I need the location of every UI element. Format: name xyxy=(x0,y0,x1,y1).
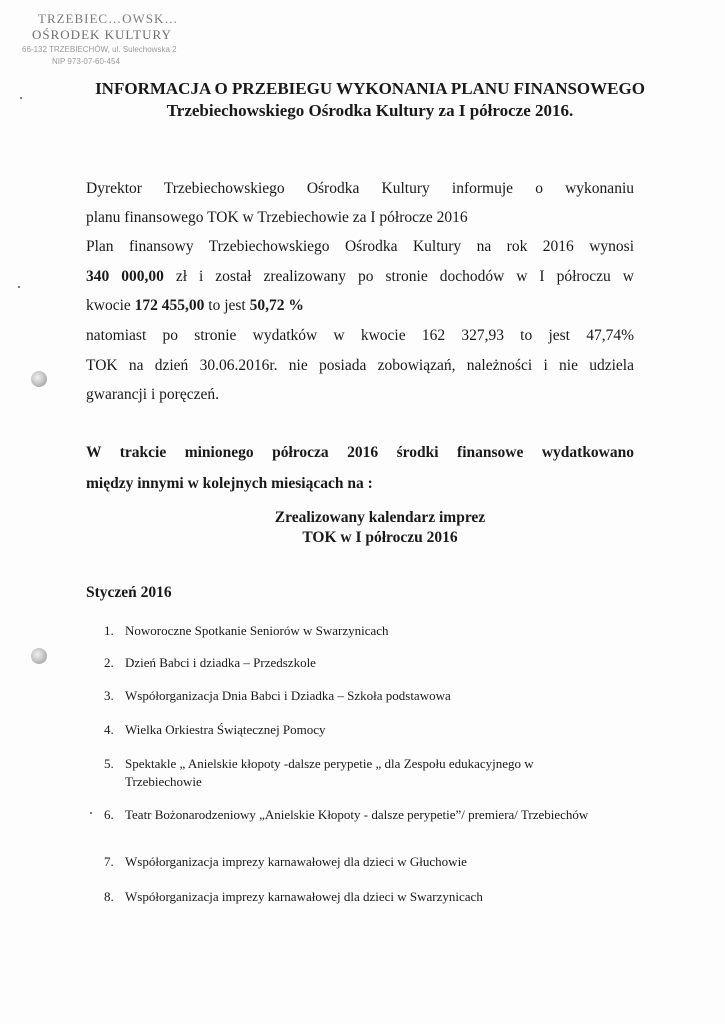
plan-amount: 340 000,00 xyxy=(86,268,164,285)
stamp-line-2: OŚRODEK KULTURY xyxy=(32,27,172,42)
item-text: Współorganizacja imprezy karnawałowej dla dzieci w Głuchowie xyxy=(125,854,467,869)
item-number: 5. xyxy=(104,756,114,771)
item-text: Teatr Bożonarodzeniowy „Anielskie Kłopoty - dalsze perypetie”/ premiera/ Trzebiechów xyxy=(125,807,589,822)
item-number: 7. xyxy=(104,854,114,869)
document-title: INFORMACJA O PRZEBIEGU WYKONANIA PLANU FINANSOWEGO Trzebiechowskiego Ośrodka Kultury za I półrocze 2016. xyxy=(95,79,645,120)
item-text: Dzień Babci i dziadka – Przedszkole xyxy=(125,655,316,670)
paragraph-line-3: Plan finansowy Trzebiechowskiego Ośrodka Kultury na rok 2016 wynosi xyxy=(86,238,634,255)
spending-line-1: W trakcie minionego półrocza 2016 środki finansowe wydatkowano xyxy=(86,444,634,461)
scan-speck xyxy=(20,97,22,99)
paragraph-line-8: gwarancji i poręczeń. xyxy=(86,386,219,403)
income-amount: 172 455,00 xyxy=(134,297,205,314)
paragraph-line-1: Dyrektor Trzebiechowskiego Ośrodka Kultury informuje o wykonaniu xyxy=(86,180,634,197)
paragraph-line-5 xyxy=(86,297,304,315)
scan-speck xyxy=(18,286,20,288)
spending-line-2: między innymi w kolejnych miesiącach na : xyxy=(86,475,373,492)
stamp-line-1: TRZEBIEC…OWSK… xyxy=(38,11,179,26)
item-text: Spektakle „ Anielskie kłopoty -dalsze perypetie „ dla Zespołu edukacyjnego w Trzebiechowie xyxy=(125,756,534,789)
line5-mid: to jest xyxy=(208,297,246,314)
paragraph-line-2: planu finansowego TOK w Trzebiechowie za I półrocze 2016 xyxy=(86,209,468,226)
item-text: Współorganizacja Dnia Babci i Dziadka – Szkoła podstawowa xyxy=(125,688,451,703)
item-number: 3. xyxy=(104,688,114,703)
scan-speck xyxy=(90,812,92,814)
item-text: Wielka Orkiestra Świątecznej Pomocy xyxy=(125,722,326,737)
item-number: 8. xyxy=(104,889,114,904)
punch-hole-mark xyxy=(31,371,47,387)
calendar-heading-line-1: Zrealizowany kalendarz imprez xyxy=(274,509,486,526)
punch-hole-mark xyxy=(31,648,47,664)
paragraph-line-4 xyxy=(86,268,634,286)
item-text: Współorganizacja imprezy karnawałowej dla dzieci w Swarzynicach xyxy=(125,889,483,904)
calendar-heading-line-2: TOK w I półroczu 2016 xyxy=(302,529,458,546)
item-text: Noworoczne Spotkanie Seniorów w Swarzynicach xyxy=(125,623,389,638)
stamp-line-4: NIP 973-07-60-454 xyxy=(52,57,120,66)
paragraph-line-6: natomiast po stronie wydatków w kwocie 162 327,93 to jest 47,74% xyxy=(86,327,634,344)
income-percent: 50,72 % xyxy=(249,297,304,314)
item-number: 1. xyxy=(104,623,114,638)
calendar-heading xyxy=(170,508,590,548)
month-heading: Styczeń 2016 xyxy=(86,584,172,601)
paragraph-line-4-rest: zł i został zrealizowany po stronie dochodów w I półroczu w xyxy=(175,268,634,285)
item-number: 6. xyxy=(104,807,114,822)
item-number: 4. xyxy=(104,722,114,737)
stamp-line-3: 66-132 TRZEBIECHÓW, ul. Sulechowska 2 xyxy=(22,45,177,54)
item-number: 2. xyxy=(104,655,114,670)
paragraph-line-7: TOK na dzień 30.06.2016r. nie posiada zobowiązań, należności i nie udziela xyxy=(86,357,634,374)
line5-prefix: kwocie xyxy=(86,297,131,314)
